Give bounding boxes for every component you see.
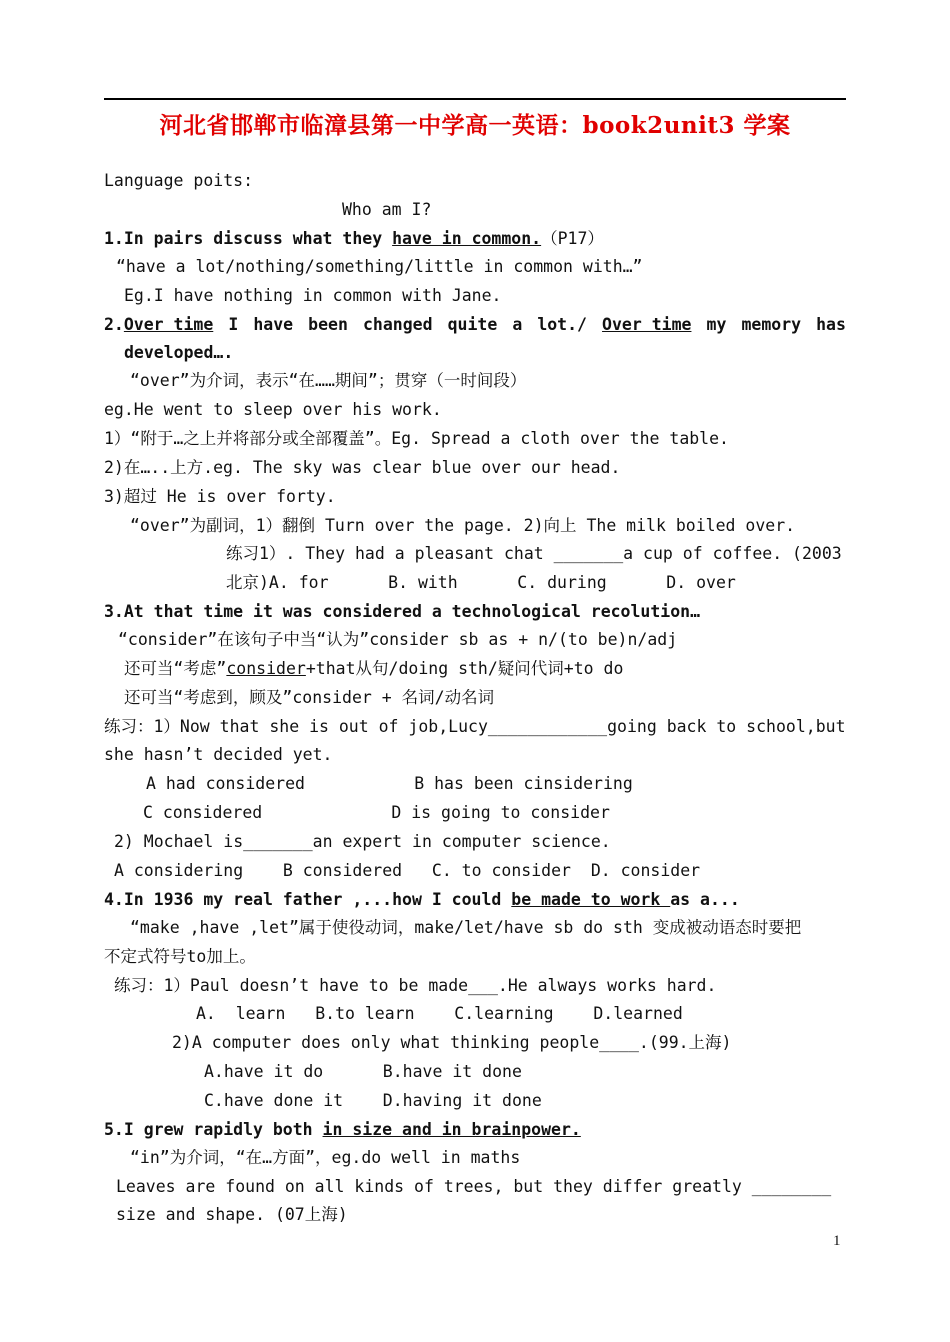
exercise-options: A.have it do B.have it done — [204, 1062, 522, 1081]
note-line: “make ,have ,let”属于使役动词，make/let/have sb do sth 变成被动语态时要把 — [130, 918, 802, 937]
exercise-line: 练习1）. They had a pleasant chat _______a cup of coffee. (2003 — [226, 544, 842, 563]
page-number: 1 — [833, 1233, 841, 1249]
point-2-word: lot./ — [537, 315, 587, 334]
point-2-number: 2. — [104, 315, 124, 334]
point-5-phrase: in size and in brainpower. — [322, 1120, 581, 1139]
header-rule — [104, 98, 846, 100]
exercise-options: A considering B considered C. to consider D. consider — [114, 861, 701, 880]
note-line — [124, 659, 623, 679]
exercise-options: 北京)A. for B. with C. during D. over — [226, 573, 736, 592]
point-2-word: quite — [447, 315, 498, 334]
example-line: Eg.I have nothing in common with Jane. — [124, 286, 502, 305]
point-2-phrase: Over time — [123, 315, 214, 334]
point-2-word: been — [308, 315, 348, 334]
point-5 — [104, 1120, 581, 1140]
note-line: 3)超过 He is over forty. — [104, 487, 336, 506]
exercise-line: 2) Mochael is_______an expert in computer science. — [114, 832, 611, 851]
section-heading: Language poits: — [104, 171, 254, 190]
example-line: eg.He went to sleep over his work. — [104, 400, 442, 419]
note-line: “in”为介词，“在…方面”，eg.do well in maths — [130, 1148, 521, 1167]
point-1-text: 1.In pairs discuss what they — [104, 229, 393, 248]
exercise-options: C considered D is going to consider — [143, 803, 610, 822]
document-title: 河北省邯郸市临漳县第一中学高一英语：book2unit3 学案 — [159, 112, 791, 139]
point-2-continuation: developed…. — [124, 343, 234, 362]
note-line: “over”为副词，1）翻倒 Turn over the page. 2)向上 The milk boiled over. — [130, 516, 796, 535]
point-4-text: as a... — [670, 890, 740, 909]
passage-title: Who am I? — [342, 200, 432, 219]
point-2-word: my — [706, 315, 727, 334]
point-2-word: a — [512, 315, 523, 334]
point-1-phrase: have in common. — [392, 229, 542, 248]
point-2-word: has — [816, 315, 846, 334]
note-line: 1）“附于…之上并将部分或全部覆盖”。Eg. Spread a cloth over the table. — [104, 429, 729, 448]
point-2-word: have — [253, 315, 294, 334]
point-2-word: memory — [741, 315, 802, 334]
note-line: 2)在…..上方.eg. The sky was clear blue over our head. — [104, 458, 621, 477]
note-line: 还可当“考虑到，顾及”consider + 名词/动名词 — [124, 688, 495, 707]
point-4-phrase: be made to work — [511, 890, 671, 909]
point-2 — [104, 315, 846, 335]
point-4 — [104, 890, 740, 910]
exercise-line: 2)A computer does only what thinking people____.(99.上海) — [172, 1033, 732, 1052]
exercise-options: A had considered B has been cinsidering — [146, 774, 633, 793]
note-line: “over”为介词，表示“在……期间”；贯穿（一时间段） — [130, 371, 527, 390]
point-3: 3.At that time it was considered a technological recolution… — [104, 602, 701, 621]
point-4-text: 4.In 1936 my real father ,...how I could — [104, 890, 512, 909]
point-1-page-ref: （P17） — [541, 229, 604, 248]
exercise-line: Leaves are found on all kinds of trees, but they differ greatly ________ — [116, 1177, 832, 1196]
note-line: 不定式符号to加上。 — [104, 947, 256, 966]
exercise-line: she hasn’t decided yet. — [104, 745, 333, 764]
point-2-phrase: Over time — [602, 315, 692, 334]
point-5-text: 5.I grew rapidly both — [104, 1120, 323, 1139]
exercise-line: 练习：1）Paul doesn’t have to be made___.He always works hard. — [114, 976, 717, 995]
note-line: “have a lot/nothing/something/little in common with…” — [116, 257, 643, 276]
note-text: +that从句/doing sth/疑问代词+to do — [305, 659, 624, 678]
exercise-options: A. learn B.to learn C.learning D.learned — [196, 1004, 683, 1023]
note-line: “consider”在该句子中当“认为”consider sb as + n/(to be)n/adj — [118, 630, 678, 649]
note-text: 还可当“考虑” — [124, 659, 227, 678]
point-2-word: changed — [362, 315, 433, 334]
exercise-line: size and shape. (07上海) — [116, 1205, 348, 1224]
point-1 — [104, 229, 604, 249]
exercise-options: C.have done it D.having it done — [204, 1091, 542, 1110]
underlined-word: consider — [226, 659, 306, 678]
point-2-word: I — [228, 315, 239, 334]
exercise-line: 练习：1）Now that she is out of job,Lucy____________going back to school,but — [104, 717, 846, 736]
point-2-word — [104, 315, 213, 335]
